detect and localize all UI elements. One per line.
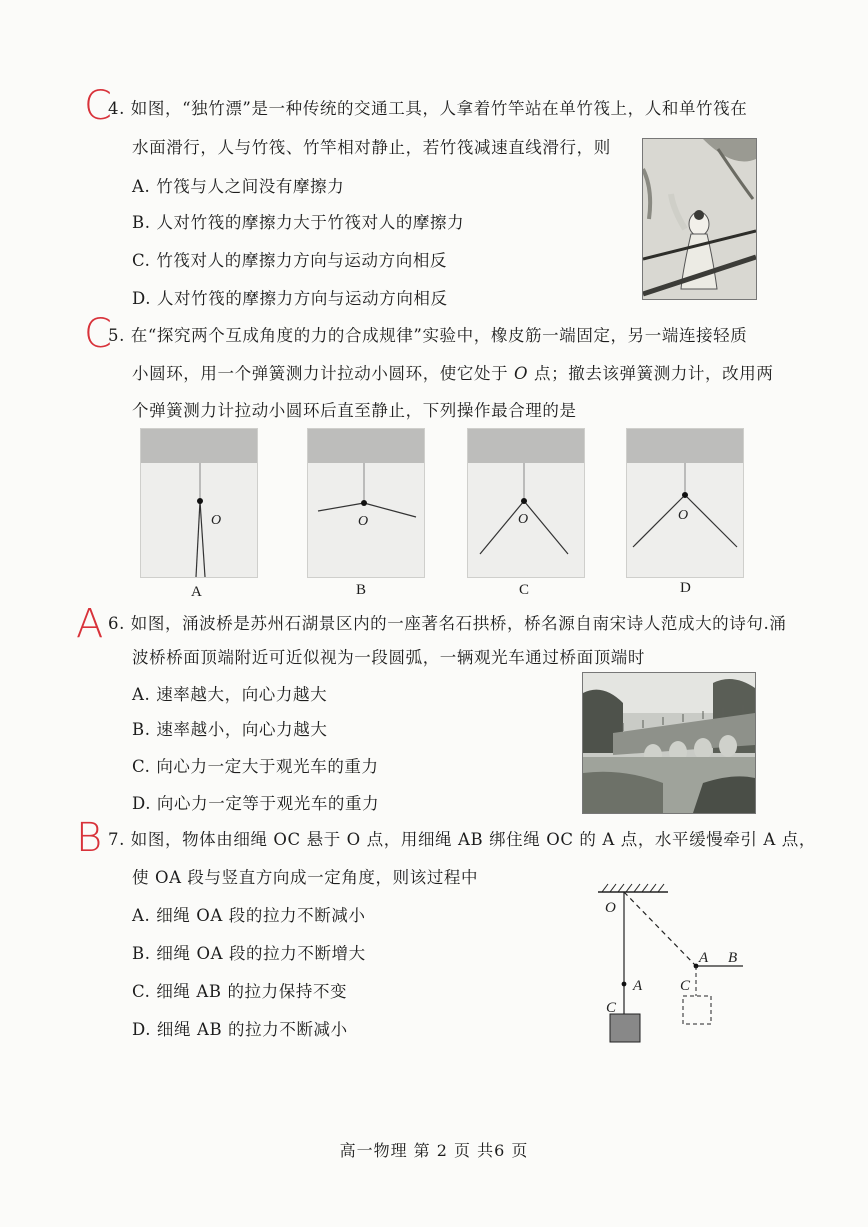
panel-c-o-label: O [518,512,529,527]
q7-stem-line1: 7. 如图，物体由细绳 OC 悬于 O 点，用细绳 AB 绑住绳 OC 的 A 点，水平缓慢牵引 A 点， [108,830,816,849]
diagram-label-a2: A [699,950,709,966]
q5-stem-line3: 个弹簧测力计拉动小圆环后直至静止，下列操作最合理的是 [132,401,577,420]
q7-option-a: A. 细绳 OA 段的拉力不断减小 [132,906,366,925]
handwritten-answer-q5: C [84,311,112,357]
q6-option-c: C. 向心力一定大于观光车的重力 [132,757,379,776]
q6-option-d: D. 向心力一定等于观光车的重力 [132,794,380,813]
handwritten-answer-q7: B [76,815,103,861]
experiment-panel-b [307,428,425,578]
panel-label-c: C [519,582,530,598]
panel-a-o-label: O [211,513,222,528]
q5-stem-line2-b: 点；撤去该弹簧测力计，改用两 [528,364,774,383]
q4-option-d: D. 人对竹筏的摩擦力方向与运动方向相反 [132,289,448,308]
q5-point-o: O [514,364,529,383]
q5-stem-line2 [132,360,773,384]
q4-option-c: C. 竹筏对人的摩擦力方向与运动方向相反 [132,251,448,270]
q4-stem-line2: 水面滑行，人与竹筏、竹竿相对静止，若竹筏减速直线滑行，则 [132,138,611,157]
stone-arch-bridge-photo [582,672,756,814]
diagram-label-c: C [606,1000,617,1016]
panel-b-o-label: O [358,514,369,529]
q4-option-a: A. 竹筏与人之间没有摩擦力 [132,177,345,196]
diagram-label-o: O [605,900,616,916]
rope-force-diagram [588,880,768,1050]
q6-stem-line2: 波桥桥面顶端附近可近似视为一段圆弧，一辆观光车通过桥面顶端时 [132,648,645,667]
q7-stem-line2: 使 OA 段与竖直方向成一定角度，则该过程中 [132,868,479,887]
diagram-label-a: A [633,978,643,994]
panel-label-d: D [680,580,691,596]
handwritten-answer-q4: C [84,83,112,129]
q5-stem-line1: 5. 在“探究两个互成角度的力的合成规律”实验中，橡皮筋一端固定，另一端连接轻质 [108,326,748,345]
q6-stem-line1: 6. 如图，涌波桥是苏州石湖景区内的一座著名石拱桥，桥名源自南宋诗人范成大的诗句.涌 [108,614,787,633]
panel-d-o-label: O [678,508,689,523]
experiment-panel-d [626,428,744,578]
bamboo-rafting-illustration [642,138,757,300]
q7-option-b: B. 细绳 OA 段的拉力不断增大 [132,944,366,963]
q7-option-c: C. 细绳 AB 的拉力保持不变 [132,982,348,1001]
panel-label-a: A [191,584,202,600]
q5-stem-line2-a: 小圆环，用一个弹簧测力计拉动小圆环，使它处于 [132,364,515,383]
diagram-label-c2: C [680,978,691,994]
experiment-panel-c [467,428,585,578]
page-footer: 高一物理 第 2 页 共6 页 [339,1141,529,1160]
diagram-label-b: B [728,950,738,966]
q4-stem-line1: 4. 如图，“独竹漂”是一种传统的交通工具，人拿着竹竿站在单竹筏上，人和单竹筏在 [108,99,748,118]
q6-option-a: A. 速率越大，向心力越大 [132,685,328,704]
q6-option-b: B. 速率越小，向心力越大 [132,720,328,739]
experiment-panel-a [140,428,258,578]
handwritten-answer-q6: A [76,601,104,647]
q4-option-b: B. 人对竹筏的摩擦力大于竹筏对人的摩擦力 [132,213,465,232]
q7-option-d: D. 细绳 AB 的拉力不断减小 [132,1020,348,1039]
panel-label-b: B [356,582,367,598]
